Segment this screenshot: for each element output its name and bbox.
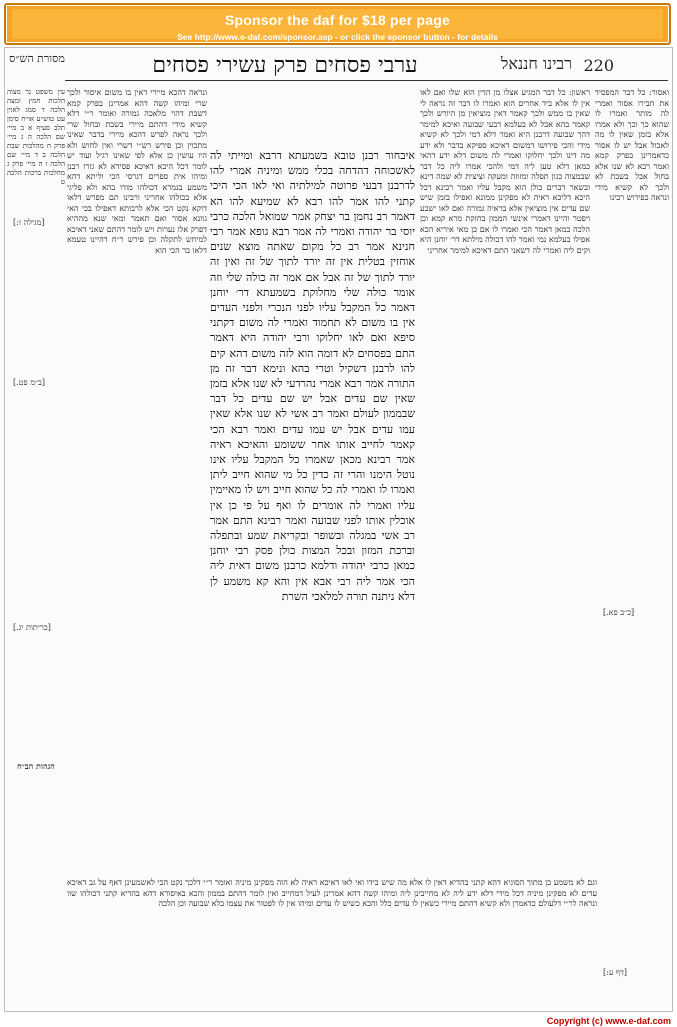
tosafot-commentary: ונראה דהכא מיירי דאין בו משום איסור ולכך שרי ומיהו קשה דהא אמרינן בפרק קמא דשבת דהוי מלאכה גמורה ואומר ר״י דלא קשיא מידי דהתם מיירי בשבת ובחול שרי ולכך נראה לפרש דהכא מיירי בדבר שאינו מתכוין וכן פירש רש״י דשרי ואין לחוש ולא היו עושין כן אלא לפי שאינו רגיל ועוד יש לומר דכל היכא דאיכא פסידא לא גזרו רבנן ומיהו אית ספרים דגרסי הכי וליתא דהא משמע בגמרא דכולהו מודו בהא ולא פליגי אלא בכולהו אחריני ורבינו תם מפרש דלאו דוקא נקט הכי אלא לרבותא דאפילו בכי האי גוונא אסור ואם תאמר ומאי שנא מההיא דפרק אלו נערות ויש לומר דהתם שאני דאיכא למיחש לתקלה וכן פירש ר״ח דהיינו טעמא דלאו בר הכי הוא [67,88,207,255]
page-title: ערבי פסחים פרק עשירי פסחים [152,53,418,78]
margin-note: [ב״מ פט.] [13,378,45,387]
margin-note: [דף ע:] [603,968,627,977]
sponsor-banner[interactable] [4,3,671,45]
margin-note: [כריתות יג.] [13,623,51,632]
margin-note: [כ״ב פא.] [603,608,635,617]
margin-note-hagahot: הגהות הב״ח [17,761,55,771]
margin-note: [מגילה ז:] [13,218,45,227]
talmud-page-scan [4,47,673,1012]
bottom-commentary: וגם לא משמע כן מתוך הסוגיא דהא קתני בהדיא דאין לו אלא מה שיש בידו ואי לאו דאיכא ראיה לא הוה מפקינן מיניה ואומר ר״י דלכך נקט הכי לאשמעינן דאף על גב דאיכא עדים לא מפקינן מיניה דכל מידי דלא ידע ליה לא מחייבינן ליה ומיהו קשה דהא אמרינן לעיל דמחייב ואין לומר דהתם בממון והכא באיסורא דהא בהדיא קתני דכולהו שוו ונראה לר״י דלעולם כדאמרן ולא קשיא דהתם מיירי כשאין לו עדים כלל והכא כשיש לו עדים ומיהו אין לו לפטור את עצמו בלא שבועה וכן הלכה [67,878,597,908]
rashbam-commentary: ראשון: כל דבר המגיע אצלו מן הדין הוא שלו ואם לאו אין לו אלא ביד אחרים הוא ואמרו לו דבר זה נראה לי שאין בו ממש ולכך קאמר דאין מוציאין מן היורש ולכך קאמר בהא אבל לא בעלמא דבעי שבועה ואיכא למימר דהך שבועה דרבנן היא ואמר דלא דמי ולכך לא קשיא מידי והכי פירושו דמשום דאיכא ספיקא בדבר ולא ידע מה דינו ולכך יחלוקו ואמרי לה משום דלא ידע דהאי כמאן דלא טען ליה דמי ולהכי אמרו ליה כל דבר שבמצוה כגון תפלה ומזוזה ומעקה וציצית לא שמה דינא ובשאר דברים כולן הוא מקבל עליו ואמר רבינא דכל היכא דליכא ראיה לא מפקינן ממונא ואפילו בזמן שיש שם עדים אין מוציאין אלא בראיה גמורה ואם לאו ישבע ויפטר והיינו דאמרי אינשי הממון בחזקת מרא קמא וכן הלכה כמאן דאמר הכי ואמרו לו אם כן מאי איריא הכא אפילו בעלמא נמי ואמר להו דכולה מילתא דר׳ יוחנן היא וקים ליה ואמרי לה דשאני התם דאיכא למימר אחריני [420,88,590,255]
right-margin-commentary: ואסור: כל דבר המפסיד את חבירו אסור ואמרי לה מותר ואמרו לו שהוא כך וכך ולא אמרו אלא בזמן שאין לו מה לאכול אבל יש לו אסור כדאמרינן בפרק קמא ואמר רבא לא שנו אלא בחול אבל בשבת לא ולכך לא קשיא מידי ונראה כפירוש רבינו [595,88,669,202]
copyright-notice[interactable]: Copyright (c) www.e-daf.com [546,1016,671,1026]
sponsor-title[interactable]: Sponsor the daf for $18 per page [225,12,450,28]
page-number: 220 [583,56,614,75]
header-rabbeinu-chananel: רבינו חננאל [500,54,572,73]
header-masoret-label: מסורת הש״ס [9,52,65,65]
header-divider [65,80,668,81]
sponsor-subtitle[interactable]: See http://www.e-daf.com/sponsor.asp - or click the sponsor button - for details [177,32,498,42]
left-margin-references: עין משפט נר מצוה הלכות חמץ ומצה הלכה ד סמג לאוין עט טוש״ע או״ח סימן תלב סעיף א ב מיי׳ שם הלכה ה ג מיי׳ פרק ח מהלכות שבת הלכה ב ד מיי׳ שם הלכה ו ה מיי׳ פרק ג מהלכות ברכות הלכה ט [7,88,65,186]
gemara-main-text: איבחור רבנן טובא בשמעתא דרבא ומייתי לה לאשכוחה דהדחה בכלי ממש ומיניה אמרי להו לדרבנן דבעי פרוטה למילתיה ואי לאו הכי היכי קתני להו אמר להו רבא לא שמיעא להו הא דאמר רב נחמן בר יצחק אמר שמואל הלכה כרבי יוסי בר יהודה ואמרי לה אמר רבא גופא אמר רבי חנינא אמר רב כל מקום שאתה מוצא שנים אוחזין בטלית אין זה יורד לתוך של זה ואין זה יורד לתוך של זה אבל אם אמר זה כולה שלי וזה אומר כולה שלי מחלוקת בשמעתא דר׳ יוחנן דאמר כל המקבל עליו לפני הנכרי ולפני העדים אין בו משום לא תחמוד ואמרי לה משום דקתני סיפא ואם לאו יחלוקו ורבי יהודה היא דאמר התם בפסחים לא דומה הוא לזה משום דהא קים להו לרבנן דשקיל וטרי בהא ונימא דבר זה מן התורה אמר רבא אמרי נהרדעי לא שנו אלא בזמן שאין שם עדים אבל יש שם עדים כל דבר שבממון לעולם ואמר רב אשי לא שנו אלא שאין עמו עדים אבל יש עמו עדים ואמר רבא הכי קאמר לחייב אותו אחר ששומע והאיכא ראיה אמר רבינא מכאן שאמרו כל המקבל עליו אינו נוטל הימנו והרי זה כדין כל מי שהוא חייב ליתן ואמרו לו ואמרי לה כל שהוא חייב ויש לו מאיימין עליו ואמרי לה אומרים לו ואף על פי כן אין אוכלין אותו לפני שבועה ואמר רבינא התם אמר רב אשי במגלה ובשופר ובקריאת שמע ובתפלה וברכת המזון ובכל המצות כולן פסק רבי יוחנן כמאן כרבי יהודה ודלמא כרבנן משום דאית ליה הכי אמר ליה רבי אבא אין והא קא משמע לן דלא ניתנה תורה למלאכי השרת [210,149,415,603]
